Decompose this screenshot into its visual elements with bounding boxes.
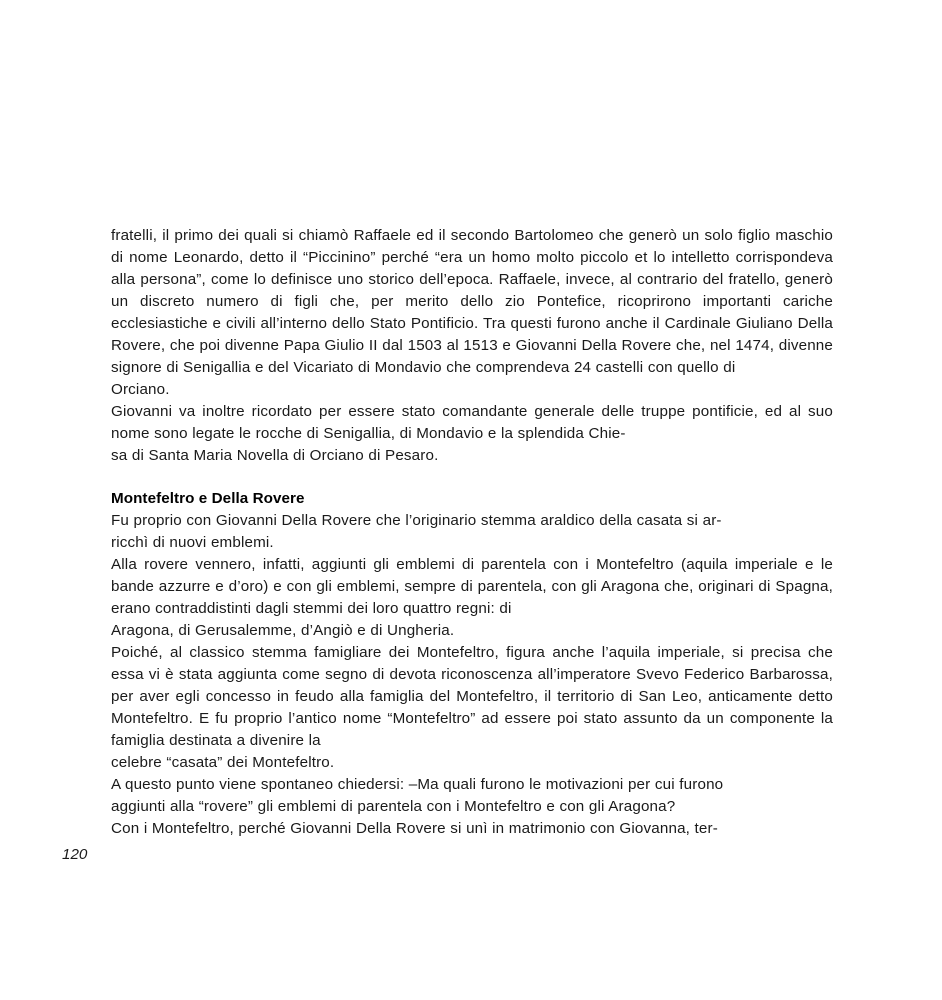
paragraph-raffaele-bartolomeo — [111, 225, 833, 401]
paragraph-domanda-motivazioni — [111, 774, 833, 818]
paragraph-matrimonio-giovanna — [111, 818, 833, 840]
heading-spacer — [111, 468, 833, 488]
paragraph-last-line: Aragona, di Gerusalemme, d’Angiò e di Ungheria. — [111, 621, 455, 639]
paragraph-body: A questo punto viene spontaneo chiedersi: –Ma quali furono le motivazioni per cui furono — [111, 776, 724, 794]
paragraph-body: Poiché, al classico stemma famigliare dei Montefeltro, figura anche l’aquila imperiale, si precisa che essa vi è stata aggiunta come segno di devota riconoscenza all’imperatore Svevo Federico Barbarossa, per aver egli concesso in feudo alla famiglia del Montefeltro, il territorio di San Leo, anticamente detto Montefeltro. E fu proprio l’antico nome “Montefeltro” ad essere poi stato assunto da un componente la famiglia destinata a divenire la — [111, 643, 833, 750]
text-column — [111, 225, 833, 840]
heading-montefeltro-della-rovere: Montefeltro e Della Rovere — [111, 489, 305, 507]
paragraph-stemma-araldico — [111, 510, 833, 554]
paragraph-last-line: Orciano. — [111, 381, 170, 399]
paragraph-emblemi-parentela — [111, 554, 833, 642]
page-number: 120 — [62, 846, 88, 863]
paragraph-aquila-imperiale-barbarossa — [111, 642, 833, 774]
paragraph-last-line: sa di Santa Maria Novella di Orciano di Pesaro. — [111, 447, 439, 465]
paragraph-last-line: celebre “casata” dei Montefeltro. — [111, 754, 335, 772]
paragraph-body: Fu proprio con Giovanni Della Rovere che l’originario stemma araldico della casata si ar- — [111, 511, 722, 529]
paragraph-body: Alla rovere vennero, infatti, aggiunti gli emblemi di parentela con i Montefeltro (aquila imperiale e le bande azzurre e d’oro) e con gli emblemi, sempre di parentela, con gli Aragona che, originari di Spagna, erano contraddistinti dagli stemmi dei loro quattro regni: di — [111, 555, 833, 617]
paragraph-giovanni-comandante — [111, 401, 833, 467]
paragraph-body: Con i Montefeltro, perché Giovanni Della Rovere si unì in matrimonio con Giovanna, ter- — [111, 820, 718, 838]
paragraph-last-line: aggiunti alla “rovere” gli emblemi di parentela con i Montefeltro e con gli Aragona? — [111, 798, 676, 816]
paragraph-body: fratelli, il primo dei quali si chiamò Raffaele ed il secondo Bartolomeo che generò un solo figlio maschio di nome Leonardo, detto il “Piccinino” perché “era un homo molto piccolo et lo intelletto corrispondeva alla persona”, come lo definisce uno storico dell’epoca. Raffaele, invece, al contrario del fratello, generò un discreto numero di figli che, per merito dello zio Pontefice, ricoprirono importanti cariche ecclesiastiche e civili all’interno dello Stato Pontificio. Tra questi furono anche il Cardinale Giuliano Della Rovere, che poi divenne Papa Giulio II dal 1503 al 1513 e Giovanni Della Rovere che, nel 1474, divenne signore di Senigallia e del Vicariato di Mondavio che comprendeva 24 castelli con quello di — [111, 227, 833, 377]
paragraph-last-line: ricchì di nuovi emblemi. — [111, 533, 274, 551]
paragraph-body: Giovanni va inoltre ricordato per essere stato comandante generale delle truppe pontificie, ed al suo nome sono legate le rocche di Senigallia, di Mondavio e la splendida Chie- — [111, 403, 833, 443]
